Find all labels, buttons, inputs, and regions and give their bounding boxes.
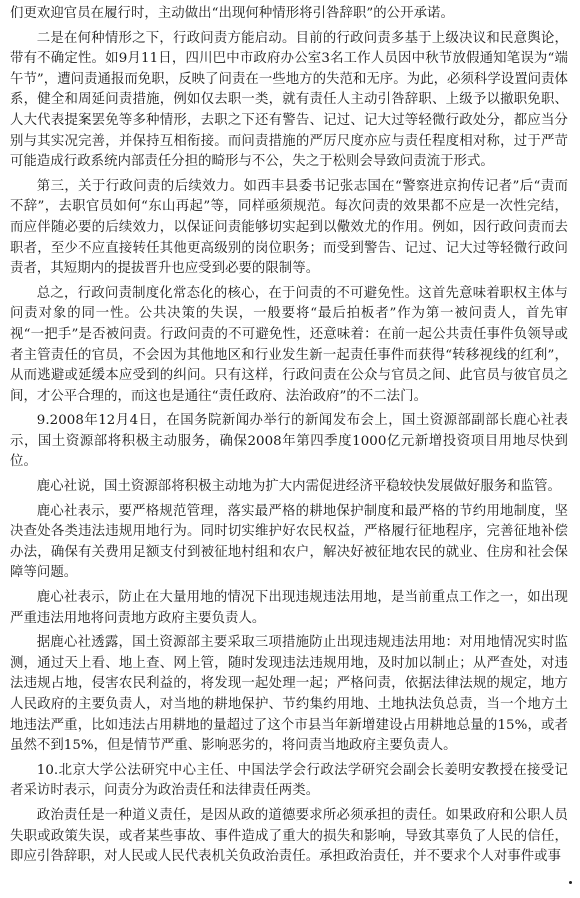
paragraph: 二是在何种情形之下，行政问责方能启动。目前的行政问责多基于上级决议和民意舆论，带有不确定性。如9月11日，四川巴中市政府办公室3名工作人员因中秋节放假通知笔误为“端午节”，遭问责通报而免职，反映了问责在一些地方的失范和无序。为此，必须科学设置问责体系，健全和周延问责措施，例如仅去职一类，就有责任人主动引咎辞职、上级予以撤职免职、人大代表提案罢免等多种情形，去职之下还有警告、记过、记大过等轻微行政处分，都应当分别与其实况完善，并保持互相衔接。而问责措施的严厉尺度亦应与责任程度相对称，过于严苛可能造成行政系统内部责任分担的畸形与不公，失之于松则会导致问责流于形式。 — [10, 30, 568, 170]
paragraph: 鹿心社表示，要严格规范管理，落实最严格的耕地保护制度和最严格的节约用地制度，坚决查处各类违法违规用地行为。同时切实维护好农民权益，严格履行征地程序，完善征地补偿办法，确保有关费用足额支付到被征地村组和农户，解决好被征地农民的就业、住房和社会保障等问题。 — [10, 503, 568, 581]
paragraph: 10.北京大学公法研究中心主任、中国法学会行政法学研究会副会长姜明安教授在接受记者采访时表示，问责分为政治责任和法律责任两类。 — [10, 762, 568, 799]
page-dot-mark — [569, 881, 572, 884]
paragraph: 据鹿心社透露，国土资源部主要采取三项措施防止出现违规违法用地：对用地情况实时监测，通过天上看、地上查、网上管，随时发现违法违规用地，及时加以制止；从严查处，对违法违规占地，侵害农民利益的，将发现一起处理一起；严格问责，依据法律法规的规定，地方人民政府的主要负责人，对当地的耕地保护、节约集约用地、土地执法负总责，当一个地方土地违法严重，比如违法占用耕地的量超过了这个市县当年新增建设占用耕地总量的15%，或者虽然不到15%，但是情节严重、影响恶劣的，将问责当地政府主要负责人。 — [10, 635, 568, 754]
paragraph: 们更欢迎官员在履行时，主动做出“出现何种情形将引咎辞职”的公开承诺。 — [10, 6, 454, 21]
paragraph: 鹿心社说，国土资源部将积极主动地为扩大内需促进经济平稳较快发展做好服务和监管。 — [36, 479, 561, 495]
paragraph: 第三，关于行政问责的后续效力。如西丰县委书记张志国在“警察进京拘传记者”后“责而不辞”，去职官员如何“东山再起”等，同样亟须规范。每次问责的效果都不应是一次性完结，而应伴随必要的后续效力，以保证问责能够切实起到以儆效尤的作用。例如，因行政问责而去职者，至少不应直接转任其他更高级别的岗位职务；而受到警告、记过、记大过等轻微行政问责者，其短期内的提拔晋升也应受到必要的限制等。 — [10, 178, 568, 277]
paragraph: 总之，行政问责制度化常态化的核心，在于问责的不可避免性。这首先意味着职权主体与问责对象的同一性。公共决策的失误，一般要将“最后拍板者”作为第一被问责人，首先审视“一把手”是否被问责。行政问责的不可避免性，还意味着：在前一起公共责任事件负领导或者主管责任的官员，不会因为其他地区和行业发生新一起责任事件而获得“转移视线的红利”，从而逃避或延缓本应受到的纠问。只有这样，行政问责在公众与官员之间、此官员与彼官员之间，才公平合理的，而这也是通往“责任政府、法治政府”的不二法门。 — [10, 285, 568, 404]
paragraph: 9.2008年12月4日，在国务院新闻办举行的新闻发布会上，国土资源部副部长鹿心社表示，国土资源部将积极主动服务，确保2008年第四季度1000亿元新增投资项目用地尽快到位。 — [10, 413, 568, 470]
paragraph: 政治责任是一种道义责任，是因从政的道德要求所必须承担的责任。如果政府和公职人员失职或政策失误，或者某些事故、事件造成了重大的损失和影响，导致其辜负了人民的信任，即应引咎辞职，对人民或人民代表机关负政治责任。承担政治责任，并不要求个人对事件或事 — [10, 807, 568, 865]
paragraph: 鹿心社表示，防止在大量用地的情况下出现违规违法用地，是当前重点工作之一，如出现严重违法用地将问责地方政府主要负责人。 — [10, 590, 568, 626]
